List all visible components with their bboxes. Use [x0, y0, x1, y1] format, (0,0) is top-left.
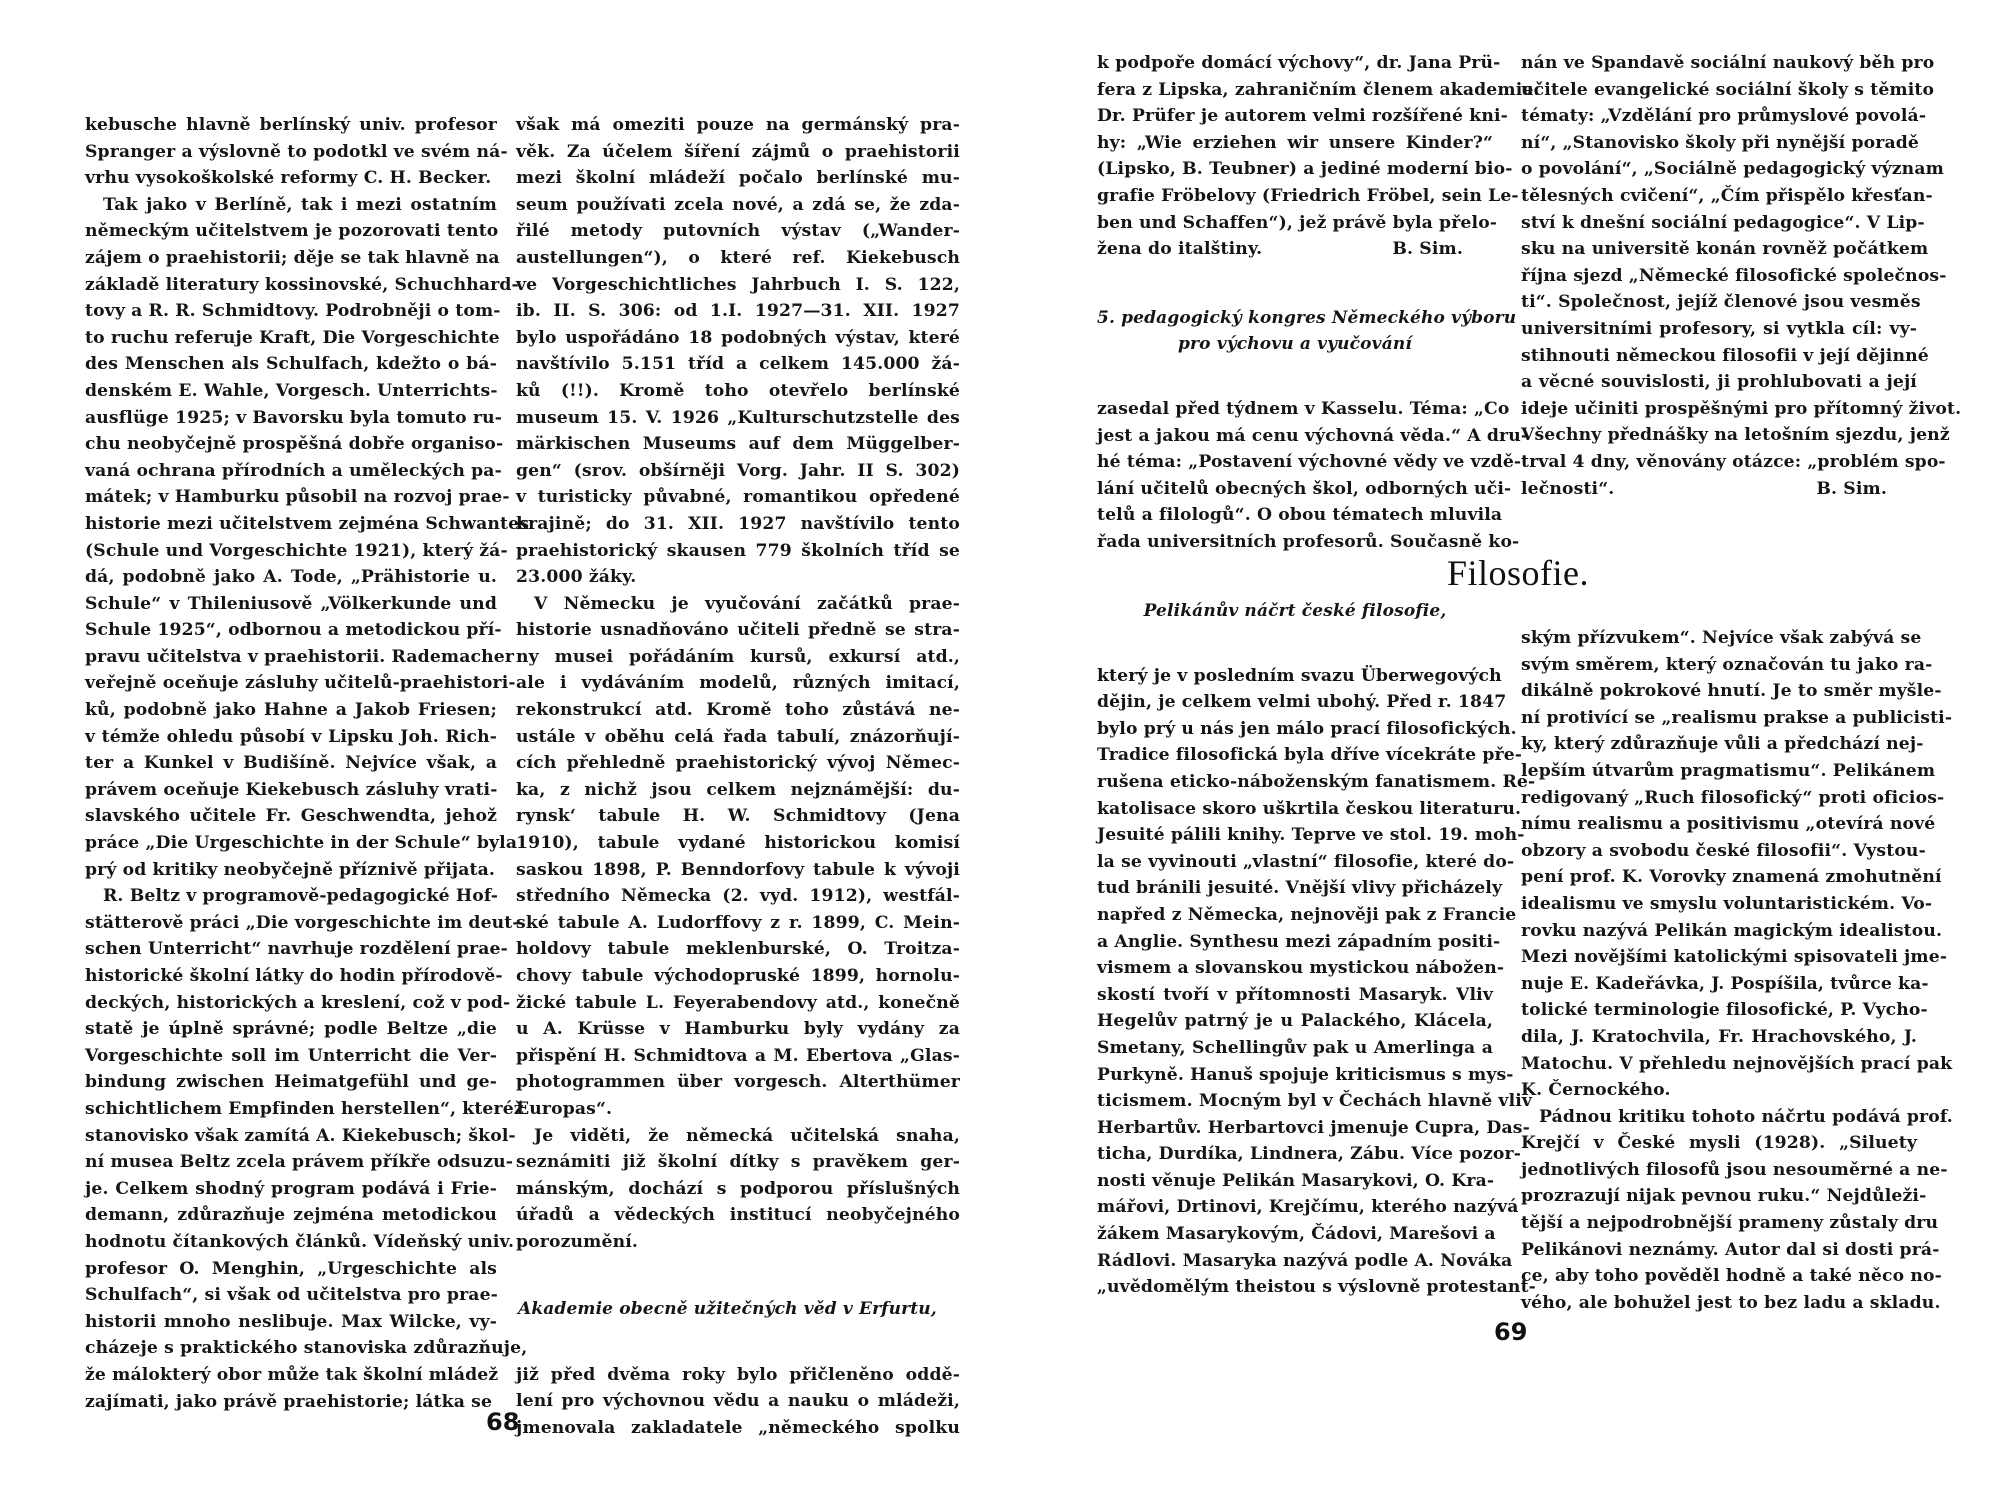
text-line: seum používati zcela nové, a zdá se, že zda- — [516, 194, 960, 215]
text-line: seznámiti již školní dítky s pravěkem ger- — [516, 1152, 960, 1173]
text-line: idealismu ve smyslu voluntaristickém. Vo- — [1521, 893, 1933, 914]
text-line: telů a filologů“. O obou tématech mluvila — [1097, 505, 1503, 526]
text-line: věk. Za účelem šíření zájmů o praehistorii — [516, 141, 960, 162]
text-line: dikálně pokrokové hnutí. Je to směr myšle- — [1521, 681, 1942, 702]
text-line: v témže ohledu působí v Lipsku Joh. Rich- — [85, 726, 497, 747]
text-line: stanovisko však zamítá A. Kiekebusch; škol- — [85, 1125, 516, 1146]
signature-line — [1521, 476, 1917, 503]
page-number-left: 68 — [486, 1408, 520, 1436]
paragraph — [1521, 625, 1953, 1104]
text-line: grafie Fröbelovy (Friedrich Fröbel, sein Le- — [1097, 185, 1519, 206]
text-line: října sjezd „Německé filosofické společnos- — [1521, 265, 1947, 286]
text-line: lení pro výchovnou vědu a nauku o mládeži, — [516, 1391, 960, 1412]
text-line: pravu učitelstva v praehistorii. Rademacher — [85, 646, 515, 667]
text-line: mátek; v Hamburku působil na rozvoj prae- — [85, 487, 510, 508]
last-line: žena do italštiny. — [1097, 239, 1263, 260]
last-line: lečnosti“. — [1521, 478, 1615, 499]
section-heading-kongres — [1097, 305, 1517, 358]
text-line: des Menschen als Schulfach, kdežto o bá- — [85, 354, 497, 375]
paragraph — [516, 112, 960, 591]
paragraph — [516, 591, 960, 1123]
text-line: navštívilo 5.151 tříd a celkem 145.000 žá- — [516, 354, 960, 375]
text-line: zajímati, jako právě praehistorie; látka se — [85, 1391, 493, 1412]
author-signature: B. Sim. — [1392, 239, 1463, 260]
text-line: ní protivící se „realismu prakse a publicisti- — [1521, 707, 1953, 728]
text-line: (Lipsko, B. Teubner) a jediné moderní bio- — [1097, 159, 1513, 180]
section-body-akademie — [516, 1362, 960, 1442]
text-line: Tak jako v Berlíně, tak i mezi ostatním — [103, 194, 497, 215]
column-3-text — [1097, 50, 1540, 236]
text-line: redigovaný „Ruch filosofický“ proti oficios- — [1521, 787, 1945, 808]
text-line: řilé metody putovních výstav („Wander- — [516, 221, 960, 242]
section-body-pelikan — [1097, 663, 1536, 1301]
text-line: hé téma: „Postavení výchovné vědy ve vzdě- — [1097, 452, 1522, 473]
text-line: Europas“. — [516, 1098, 613, 1119]
text-line: zájem o praehistorii; děje se tak hlavně na — [85, 247, 500, 268]
text-line: právem oceňuje Kiekebusch zásluhy vrati- — [85, 779, 498, 800]
text-line: je. Celkem shodný program podává i Frie- — [85, 1178, 497, 1199]
text-line: V Německu je vyučování začátků prae- — [534, 593, 960, 614]
right-page-column-1-bottom — [1097, 598, 1536, 1301]
text-line: jednotlivých filosofů jsou nesouměrné a ne- — [1521, 1159, 1948, 1180]
text-line: Všechny přednášky na letošním sjezdu, jenž — [1521, 425, 1950, 446]
text-line: ní“, „Stanovisko školy při nynější poradě — [1521, 132, 1919, 153]
text-line: nosti věnuje Pelikán Masarykovi, O. Kra- — [1097, 1170, 1495, 1191]
spacer — [1097, 263, 1493, 305]
text-line: stätterově práci „Die vorgeschichte im deut- — [85, 912, 520, 933]
text-line: porozumění. — [516, 1231, 639, 1252]
spacer — [516, 1256, 960, 1296]
heading-line-2: pro výchovu a vyučování — [1178, 334, 1412, 355]
text-line: to ruchu referuje Kraft, Die Vorgeschichte — [85, 327, 500, 348]
text-line: deckých, historických a kreslení, což v pod- — [85, 992, 511, 1013]
text-line: prozrazují nijak pevnou ruku.“ Nejdůleži- — [1521, 1186, 1927, 1207]
text-line: vismem a slovanskou mystickou nábožen- — [1097, 958, 1505, 979]
text-line: ticha, Durdíka, Lindnera, Zábu. Více pozor- — [1097, 1144, 1522, 1165]
text-line: schichtlichem Empfinden herstellen“, kteréž — [85, 1098, 524, 1119]
text-line: ti“. Společnost, jejíž členové jsou vesměs — [1521, 292, 1921, 313]
text-line: německým učitelstvem je pozorovati tento — [85, 221, 499, 242]
text-line: že málokterý obor může tak školní mládež — [85, 1364, 499, 1385]
text-line: žákem Masarykovým, Čádovi, Marešovi a — [1097, 1224, 1496, 1245]
text-line: rušena eticko-náboženským fanatismem. Re- — [1097, 771, 1536, 792]
column-2-paragraphs — [516, 112, 960, 1256]
text-line: však má omeziti pouze na germánský pra- — [516, 115, 960, 135]
text-line: tud bránili jesuité. Vnější vlivy přicházely — [1097, 878, 1503, 899]
text-line: lání učitelů obecných škol, odborných uči- — [1097, 478, 1512, 499]
text-line: napřed z Německa, nejnověji pak z Francie — [1097, 904, 1517, 925]
text-line: krajině; do 31. XII. 1927 navštívilo tento — [516, 513, 960, 534]
text-line: ticismem. Mocným byl v Čechách hlavně vliv — [1097, 1091, 1533, 1112]
text-line: museum 15. V. 1926 „Kulturschutzstelle des — [516, 407, 960, 428]
text-line: rynsk‘ tabule H. W. Schmidtovy (Jena — [516, 806, 960, 827]
paragraph — [85, 883, 528, 1415]
text-line: chu neobyčejně prospěšná dobře organiso- — [85, 434, 504, 455]
text-line: austellungen“), o které ref. Kiekebusch — [516, 247, 960, 268]
text-line: veřejně oceňuje zásluhy učitelů-praehistori- — [85, 673, 516, 694]
text-line: úřadů a vědeckých institucí neobyčejného — [516, 1205, 960, 1226]
text-line: kebusche hlavně berlínský univ. profesor — [85, 115, 497, 135]
text-line: ků, podobně jako Hahne a Jakob Friesen; — [85, 700, 497, 721]
text-line: mářovi, Drtinovi, Krejčímu, kterého nazývá — [1097, 1197, 1519, 1218]
text-line: dila, J. Kratochvila, Fr. Hrachovského, J. — [1521, 1026, 1917, 1047]
text-line: ce, aby toho pověděl hodně a také něco no- — [1521, 1266, 1942, 1287]
text-line: nuje E. Kadeřávka, J. Pospíšila, tvůrce ka- — [1521, 973, 1929, 994]
text-line: o povolání“, „Sociálně pedagogický význam — [1521, 159, 1944, 180]
text-line: Dr. Prüfer je autorem velmi rozšířené kni- — [1097, 106, 1508, 127]
text-line: Krejčí v České mysli (1928). „Siluety — [1521, 1133, 1917, 1154]
text-line: ale i vydáváním modelů, různých imitací, — [516, 673, 960, 694]
text-line: tolické terminologie filosofické, P. Vycho- — [1521, 1000, 1928, 1021]
text-line: a věcné souvislosti, ji prohlubovati a její — [1521, 372, 1917, 393]
text-line: ka, z nichž jsou celkem nejznámější: du- — [516, 779, 960, 800]
text-line: středního Německa (2. vyd. 1912), westfál- — [516, 886, 960, 907]
text-line: jest a jakou má cenu výchovná věda.“ A dru- — [1097, 425, 1529, 446]
text-line: chovy tabule východopruské 1899, hornolu- — [516, 966, 960, 986]
text-line: fera z Lipska, zahraničním členem akademie. — [1097, 79, 1540, 100]
text-line: řada universitních profesorů. Současně ko- — [1097, 531, 1520, 552]
text-line: historie usnadňováno učiteli předně se stra- — [516, 620, 960, 641]
text-line: přispění H. Schmidtova a M. Ebertova „Glas- — [516, 1045, 960, 1066]
text-line: gen“ (srov. obšírněji Vorg. Jahr. II S. 302) — [516, 460, 960, 481]
text-line: již před dvěma roky bylo přičleněno oddě- — [516, 1364, 960, 1385]
text-line: historické školní látky do hodin přírodově- — [85, 966, 503, 986]
text-line: svým směrem, který označován tu jako ra- — [1521, 654, 1933, 675]
text-line: v turisticky půvabné, romantikou opředené — [516, 487, 960, 508]
section-body-kongres — [1097, 396, 1529, 556]
text-line: k podpoře domácí výchovy“, dr. Jana Prü- — [1097, 53, 1501, 73]
heading-line-1: 5. pedagogický kongres Německého výboru — [1097, 307, 1517, 328]
text-line: bindung zwischen Heimatgefühl und ge- — [85, 1072, 497, 1093]
text-line: rekonstrukcí atd. Kromě toho zůstává ne- — [516, 700, 960, 721]
text-line: tělesných cvičení“, „Čím přispělo křesťan- — [1521, 185, 1933, 206]
text-line: universitními profesory, si vytkla cíl: vy- — [1521, 318, 1917, 339]
text-line: ve Vorgeschichtliches Jahrbuch I. S. 122, — [516, 274, 960, 295]
text-line: pení prof. K. Vorovky znamená zmohutnění — [1521, 867, 1942, 888]
text-line: vaná ochrana přírodních a uměleckých pa- — [85, 460, 502, 481]
text-line: lepším útvarům pragmatismu“. Pelikánem — [1521, 760, 1936, 781]
text-line: Rádlovi. Masaryka nazývá podle A. Nováka — [1097, 1250, 1513, 1271]
text-line: cích přehledně praehistorický vývoj Němec- — [516, 753, 960, 774]
text-line: holdovy tabule meklenburské, O. Troitza- — [516, 939, 960, 960]
text-line: dá, podobně jako A. Tode, „Prähistorie u. — [85, 567, 497, 588]
text-line: ky, který zdůrazňuje vůli a předchází nej- — [1521, 734, 1924, 755]
column-4-text — [1521, 50, 1962, 476]
text-line: ben und Schaffen“), jež právě byla přelo- — [1097, 212, 1498, 233]
text-line: historii mnoho neslibuje. Max Wilcke, vy- — [85, 1311, 497, 1332]
left-page-column-1 — [85, 112, 530, 1415]
text-line: bylo prý u nás jen málo prací filosofických. — [1097, 718, 1517, 739]
text-line: mánským, dochází s podporou příslušných — [516, 1178, 960, 1199]
spacer — [516, 1322, 960, 1362]
paragraph — [85, 192, 530, 883]
text-line: tější a nejpodrobnější prameny zůstaly dru — [1521, 1213, 1939, 1234]
text-line: základě literatury kossinovské, Schuchhard- — [85, 274, 519, 295]
section-title-filosofie: Filosofie. — [1447, 553, 1590, 593]
paragraph — [1521, 1104, 1953, 1317]
text-line: ků (!!). Kromě toho otevřelo berlínské — [516, 380, 960, 401]
left-page-column-2 — [516, 112, 960, 1441]
text-line: katolisace skoro uškrtila českou literaturu. — [1097, 798, 1522, 819]
text-line: nímu realismu a positivismu „otevírá nové — [1521, 814, 1936, 835]
text-line: historie mezi učitelstvem zejména Schwantes — [85, 513, 530, 534]
text-line: hy: „Wie erziehen wir unsere Kinder?“ — [1097, 132, 1493, 153]
paragraph — [85, 112, 508, 192]
text-line: K. Černockého. — [1521, 1080, 1671, 1101]
text-line: cházeje s praktického stanoviska zdůrazňuje, — [85, 1338, 528, 1359]
text-line: vrhu vysokoškolské reformy C. H. Becker. — [85, 168, 492, 189]
paragraph — [516, 1123, 960, 1256]
text-line: hodnotu čítankových článků. Vídeňský univ. — [85, 1231, 515, 1252]
text-line: ství k dnešní sociální pedagogice“. V Lip- — [1521, 212, 1925, 233]
text-line: statě je úplně správné; podle Beltze „die — [85, 1019, 497, 1040]
text-line: „uvědomělým theistou s výslovně protestant- — [1097, 1277, 1536, 1298]
text-line: Herbartův. Herbartovci jmenuje Cupra, Das- — [1097, 1117, 1530, 1138]
text-line: profesor O. Menghin, „Urgeschichte als — [85, 1258, 497, 1279]
text-line: Pelikánovi neznámy. Autor dal si dosti prá- — [1521, 1239, 1940, 1260]
text-line: ter a Kunkel v Budišíně. Nejvíce však, a — [85, 753, 497, 774]
text-line: märkischen Museums auf dem Müggelber- — [516, 434, 960, 455]
right-page-column-1-top — [1097, 50, 1540, 556]
text-line: ausflüge 1925; v Bavorsku byla tomuto ru- — [85, 407, 502, 428]
text-line: R. Beltz v programově-pedagogické Hof- — [103, 886, 499, 907]
text-line: tovy a R. R. Schmidtovy. Podrobněji o tom- — [85, 301, 501, 322]
text-line: tématy: „Vzdělání pro průmyslové povolá- — [1521, 106, 1927, 127]
text-line: jmenovala zakladatele „německého spolku — [516, 1417, 960, 1438]
text-line: photogrammen über vorgesch. Alterthümer — [516, 1072, 960, 1093]
text-line: Vorgeschichte soll im Unterricht die Ver- — [85, 1045, 497, 1066]
page-number-right: 69 — [1494, 1318, 1528, 1346]
right-page-column-2-top — [1521, 50, 1962, 502]
text-line: saskou 1898, P. Benndorfovy tabule k vývoji — [516, 859, 960, 880]
spacer — [1097, 625, 1493, 663]
text-line: la se vyvinouti „vlastní“ filosofie, které do- — [1097, 851, 1515, 872]
text-line: 1910), tabule vydané historickou komisí — [516, 833, 960, 854]
text-line: dějin, je celkem velmi ubohý. Před r. 1847 — [1097, 692, 1507, 713]
text-line: ideje učiniti prospěšnými pro přítomný život. — [1521, 398, 1962, 419]
text-line: Pádnou kritiku tohoto náčrtu podává prof. — [1539, 1106, 1953, 1127]
text-line: sku na universitě konán rovněž počátkem — [1521, 239, 1929, 260]
text-line: mezi školní mládeží počalo berlínské mu- — [516, 168, 960, 189]
text-line: Smetany, Schellingův pak u Amerlinga a — [1097, 1037, 1493, 1058]
text-line: bylo uspořádáno 18 podobných výstav, které — [516, 327, 960, 348]
text-line: žické tabule L. Feyerabendovy atd., konečně — [516, 992, 960, 1013]
text-line: 23.000 žáky. — [516, 567, 637, 588]
text-line: demann, zdůrazňuje zejména metodickou — [85, 1205, 497, 1226]
text-line: denském E. Wahle, Vorgesch. Unterrichts- — [85, 380, 498, 401]
text-line: Schulfach“, si však od učitelstva pro prae- — [85, 1285, 498, 1306]
text-line: obzory a svobodu české filosofii“. Vystou- — [1521, 840, 1926, 861]
text-line: nán ve Spandavě sociální naukový běh pro — [1521, 53, 1935, 73]
signature-line — [1097, 236, 1493, 263]
text-line: (Schule und Vorgeschichte 1921), který žá- — [85, 540, 508, 561]
text-line: u A. Krüsse v Hamburku byly vydány za — [516, 1019, 960, 1040]
text-line: prý od kritiky neobyčejně příznivě přijata. — [85, 859, 496, 880]
text-line: ským přízvukem“. Nejvíce však zabývá se — [1521, 628, 1922, 648]
text-line: Spranger a výslovně to podotkl ve svém ná- — [85, 141, 508, 162]
text-line: Hegelův patrný je u Palackého, Klácela, — [1097, 1011, 1493, 1032]
text-line: ní musea Beltz zcela právem příkře odsuzu- — [85, 1152, 514, 1173]
text-line: ib. II. S. 306: od 1.I. 1927—31. XII. 1927 — [516, 301, 960, 322]
text-line: schen Unterricht“ navrhuje rozdělení prae- — [85, 939, 508, 960]
text-line: a Anglie. Synthesu mezi západním positi- — [1097, 931, 1501, 952]
text-line: trval 4 dny, věnovány otázce: „problém spo- — [1521, 451, 1946, 472]
text-line: ustále v oběhu celá řada tabulí, znázorňují- — [516, 726, 960, 747]
text-line: stihnouti německou filosofii v její dějinné — [1521, 345, 1929, 366]
text-line: Tradice filosofická byla dříve vícekráte pře- — [1097, 745, 1523, 766]
text-line: Matochu. V přehledu nejnovějších prací pak — [1521, 1053, 1953, 1074]
section-heading-akademie: Akademie obecně užitečných věd v Erfurtu, — [518, 1298, 937, 1319]
text-line: Je viděti, že německá učitelská snaha, — [534, 1125, 960, 1146]
text-line: Schule 1925“, odbornou a metodickou pří- — [85, 620, 502, 641]
right-page-column-2-bottom — [1521, 625, 1953, 1316]
text-line: zasedal před týdnem v Kasselu. Téma: „Co — [1097, 398, 1510, 419]
text-line: učitele evangelické sociální školy s těmito — [1521, 79, 1935, 100]
text-line: vého, ale bohužel jest to bez ladu a skladu. — [1521, 1292, 1941, 1313]
text-line: slavského učitele Fr. Geschwendta, jehož — [85, 806, 497, 827]
text-line: ny musei pořádáním kursů, exkursí atd., — [516, 646, 960, 667]
text-line: skostí tvoří v přítomnosti Masaryk. Vliv — [1097, 984, 1493, 1005]
text-line: Purkyně. Hanuš spojuje kriticismus s mys- — [1097, 1064, 1514, 1085]
text-line: rovku nazývá Pelikán magickým idealistou. — [1521, 920, 1943, 941]
text-line: Schule“ v Thileniusově „Völkerkunde und — [85, 593, 497, 614]
text-line: práce „Die Urgeschichte in der Schule“ byla — [85, 833, 518, 854]
text-line: který je v posledním svazu Überwegových — [1097, 665, 1502, 686]
author-signature: B. Sim. — [1816, 478, 1887, 499]
text-line: Jesuité pálili knihy. Teprve ve stol. 19. moh- — [1097, 825, 1525, 846]
section-heading-pelikan: Pelikánův náčrt české filosofie, — [1143, 601, 1447, 621]
text-line: Mezi novějšími katolickými spisovateli jme- — [1521, 947, 1948, 968]
spacer — [1097, 358, 1493, 396]
text-line: ské tabule A. Ludorffovy z r. 1899, C. Mein- — [516, 912, 960, 933]
text-line: praehistorický skausen 779 školních tříd se — [516, 540, 960, 561]
